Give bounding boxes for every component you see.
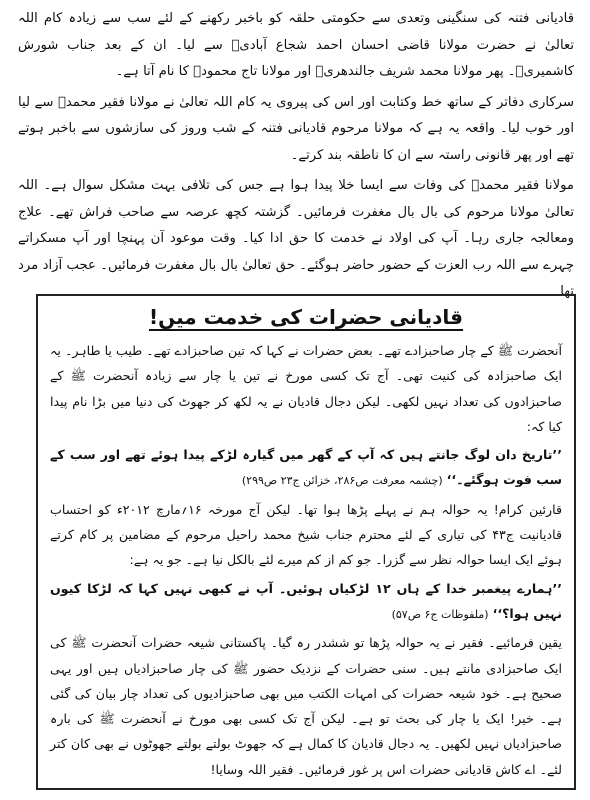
- intro-paragraph-2: سرکاری دفاتر کے ساتھ خط وکتابت اور اس کی پیروی یہ کام اللہ تعالیٰ نے مولانا فقیر محمدؒ سے لیا اور خوب لیا۔ واقعہ یہ ہے کہ مولانا مرحوم قادیانی فتنہ کے شب وروز کی سازشوں سے باخبر ہوتے تھے اور پھر قانونی راستہ سے ان کا ناطقہ بند کرتے۔: [18, 94, 574, 163]
- quote-2: [50, 576, 562, 628]
- quote-1-reference: (چشمہ معرفت ص۲۸۶، خزائن ج۲۳ ص۲۹۹): [241, 474, 443, 488]
- intro-section: [18, 6, 574, 310]
- intro-paragraph-3: مولانا فقیر محمدؒ کی وفات سے ایسا خلا پیدا ہوا ہے جس کی تلافی بہت مشکل سوال ہے۔ اللہ تعالیٰ مولانا مرحوم کی بال بال مغفرت فرمائیں۔ گزشتہ کچھ عرصہ سے صاحب فراش تھے۔ علاج ومعالجہ جاری رہا۔ آپ کی اولاد نے خدمت کا حق ادا کیا۔ وقت موعود آن پہنچا اور آپ مسکراتے چہرے سے اللہ رب العزت کے حضور حاضر ہوگئے۔ حق تعالیٰ بال بال مغفرت فرمائیں۔ عجب آزاد مرد تھا۔: [18, 178, 574, 299]
- box-paragraph-1: آنحضرت ﷺ کے چار صاحبزادے تھے۔ بعض حضرات نے کہا کہ تین صاحبزادے تھے۔ طیب یا طاہر۔ یہ ایک صاحبزادہ کی کنیت تھی۔ آج تک کسی مورخ نے تین یا چار سے زیادہ آنحضرت ﷺ کے صاحبزادوں کی تعداد نہیں لکھی۔ لیکن دجال قادیان نے یہ لکھ کر جھوٹ کی دنیا میں بڑا نام پیدا کیا کہ:: [50, 343, 562, 434]
- box-title: قادیانی حضرات کی خدمت میں!: [148, 305, 464, 329]
- box-paragraph-2: قارئین کرام! یہ حوالہ ہم نے پہلے پڑھا ہوا تھا۔ لیکن آج مورخہ ۱۶؍مارچ ۲۰۱۲ء کو احتساب قادیانیت ج۴۳ کی تیاری کے لئے محترم جناب شیخ محمد راحیل مرحوم کے مضامین پر کام کرتے ہوئے ایک ایسا حوالہ نظر سے گزرا۔ جو کم از کم میرے لئے بالکل نیا ہے۔ جو یہ ہے:: [50, 501, 562, 568]
- intro-paragraph-1: قادیانی فتنہ کی سنگینی وتعدی سے حکومتی حلقہ کو باخبر رکھنے کے لئے سب سے زیادہ کام اللہ تعالیٰ نے حضرت مولانا قاضی احسان احمد شجاع آبادیؒ سے لیا۔ ان کے بعد جناب شورش کاشمیریؒ۔ پھر مولانا محمد شریف جالندھریؒ اور مولانا تاج محمودؒ کا نام آتا ہے۔: [18, 11, 574, 79]
- notice-box: [36, 294, 576, 790]
- quote-2-reference: (ملفوظات ج۶ ص۵۷): [391, 607, 489, 621]
- quote-1-text: ’’تاریخ دان لوگ جانتے ہیں کہ آپ کے گھر میں گیارہ لڑکے پیدا ہوئے تھے اور سب کے سب فوت ہوگئے۔‘‘: [50, 447, 562, 488]
- box-paragraph-3: یقین فرمائیے۔ فقیر نے یہ حوالہ پڑھا تو ششدر رہ گیا۔ پاکستانی شیعہ حضرات آنحضرت ﷺ کی ایک صاحبزادی مانتے ہیں۔ سنی حضرات کے نزدیک حضور ﷺ کی چار صاحبزادیاں ہیں اور یہی صحیح ہے۔ خود شیعہ حضرات کی امہات الکتب میں بھی صاحبزادیوں کی تعداد چار بیان کی گئی ہے۔ خیر! ایک یا چار کی بحث تو ہے۔ لیکن آج تک کسی بھی مورخ نے آنحضرت ﷺ کی بارہ صاحبزادیاں نہیں لکھیں۔ یہ دجال قادیان کا کمال ہے کہ جھوٹ بولتے بولتے جھوٹوں نے بھی کان کتر لئے۔ اے کاش قادیانی حضرات اس پر غور فرمائیں۔ فقیر اللہ وسایا!: [50, 635, 562, 777]
- quote-2-text: ’’ہمارے پیغمبر خدا کے ہاں ۱۲ لڑکیاں ہوئیں۔ آپ نے کبھی نہیں کہا کہ لڑکا کیوں نہیں ہوا؟‘‘: [50, 580, 563, 621]
- quote-1: [50, 442, 562, 494]
